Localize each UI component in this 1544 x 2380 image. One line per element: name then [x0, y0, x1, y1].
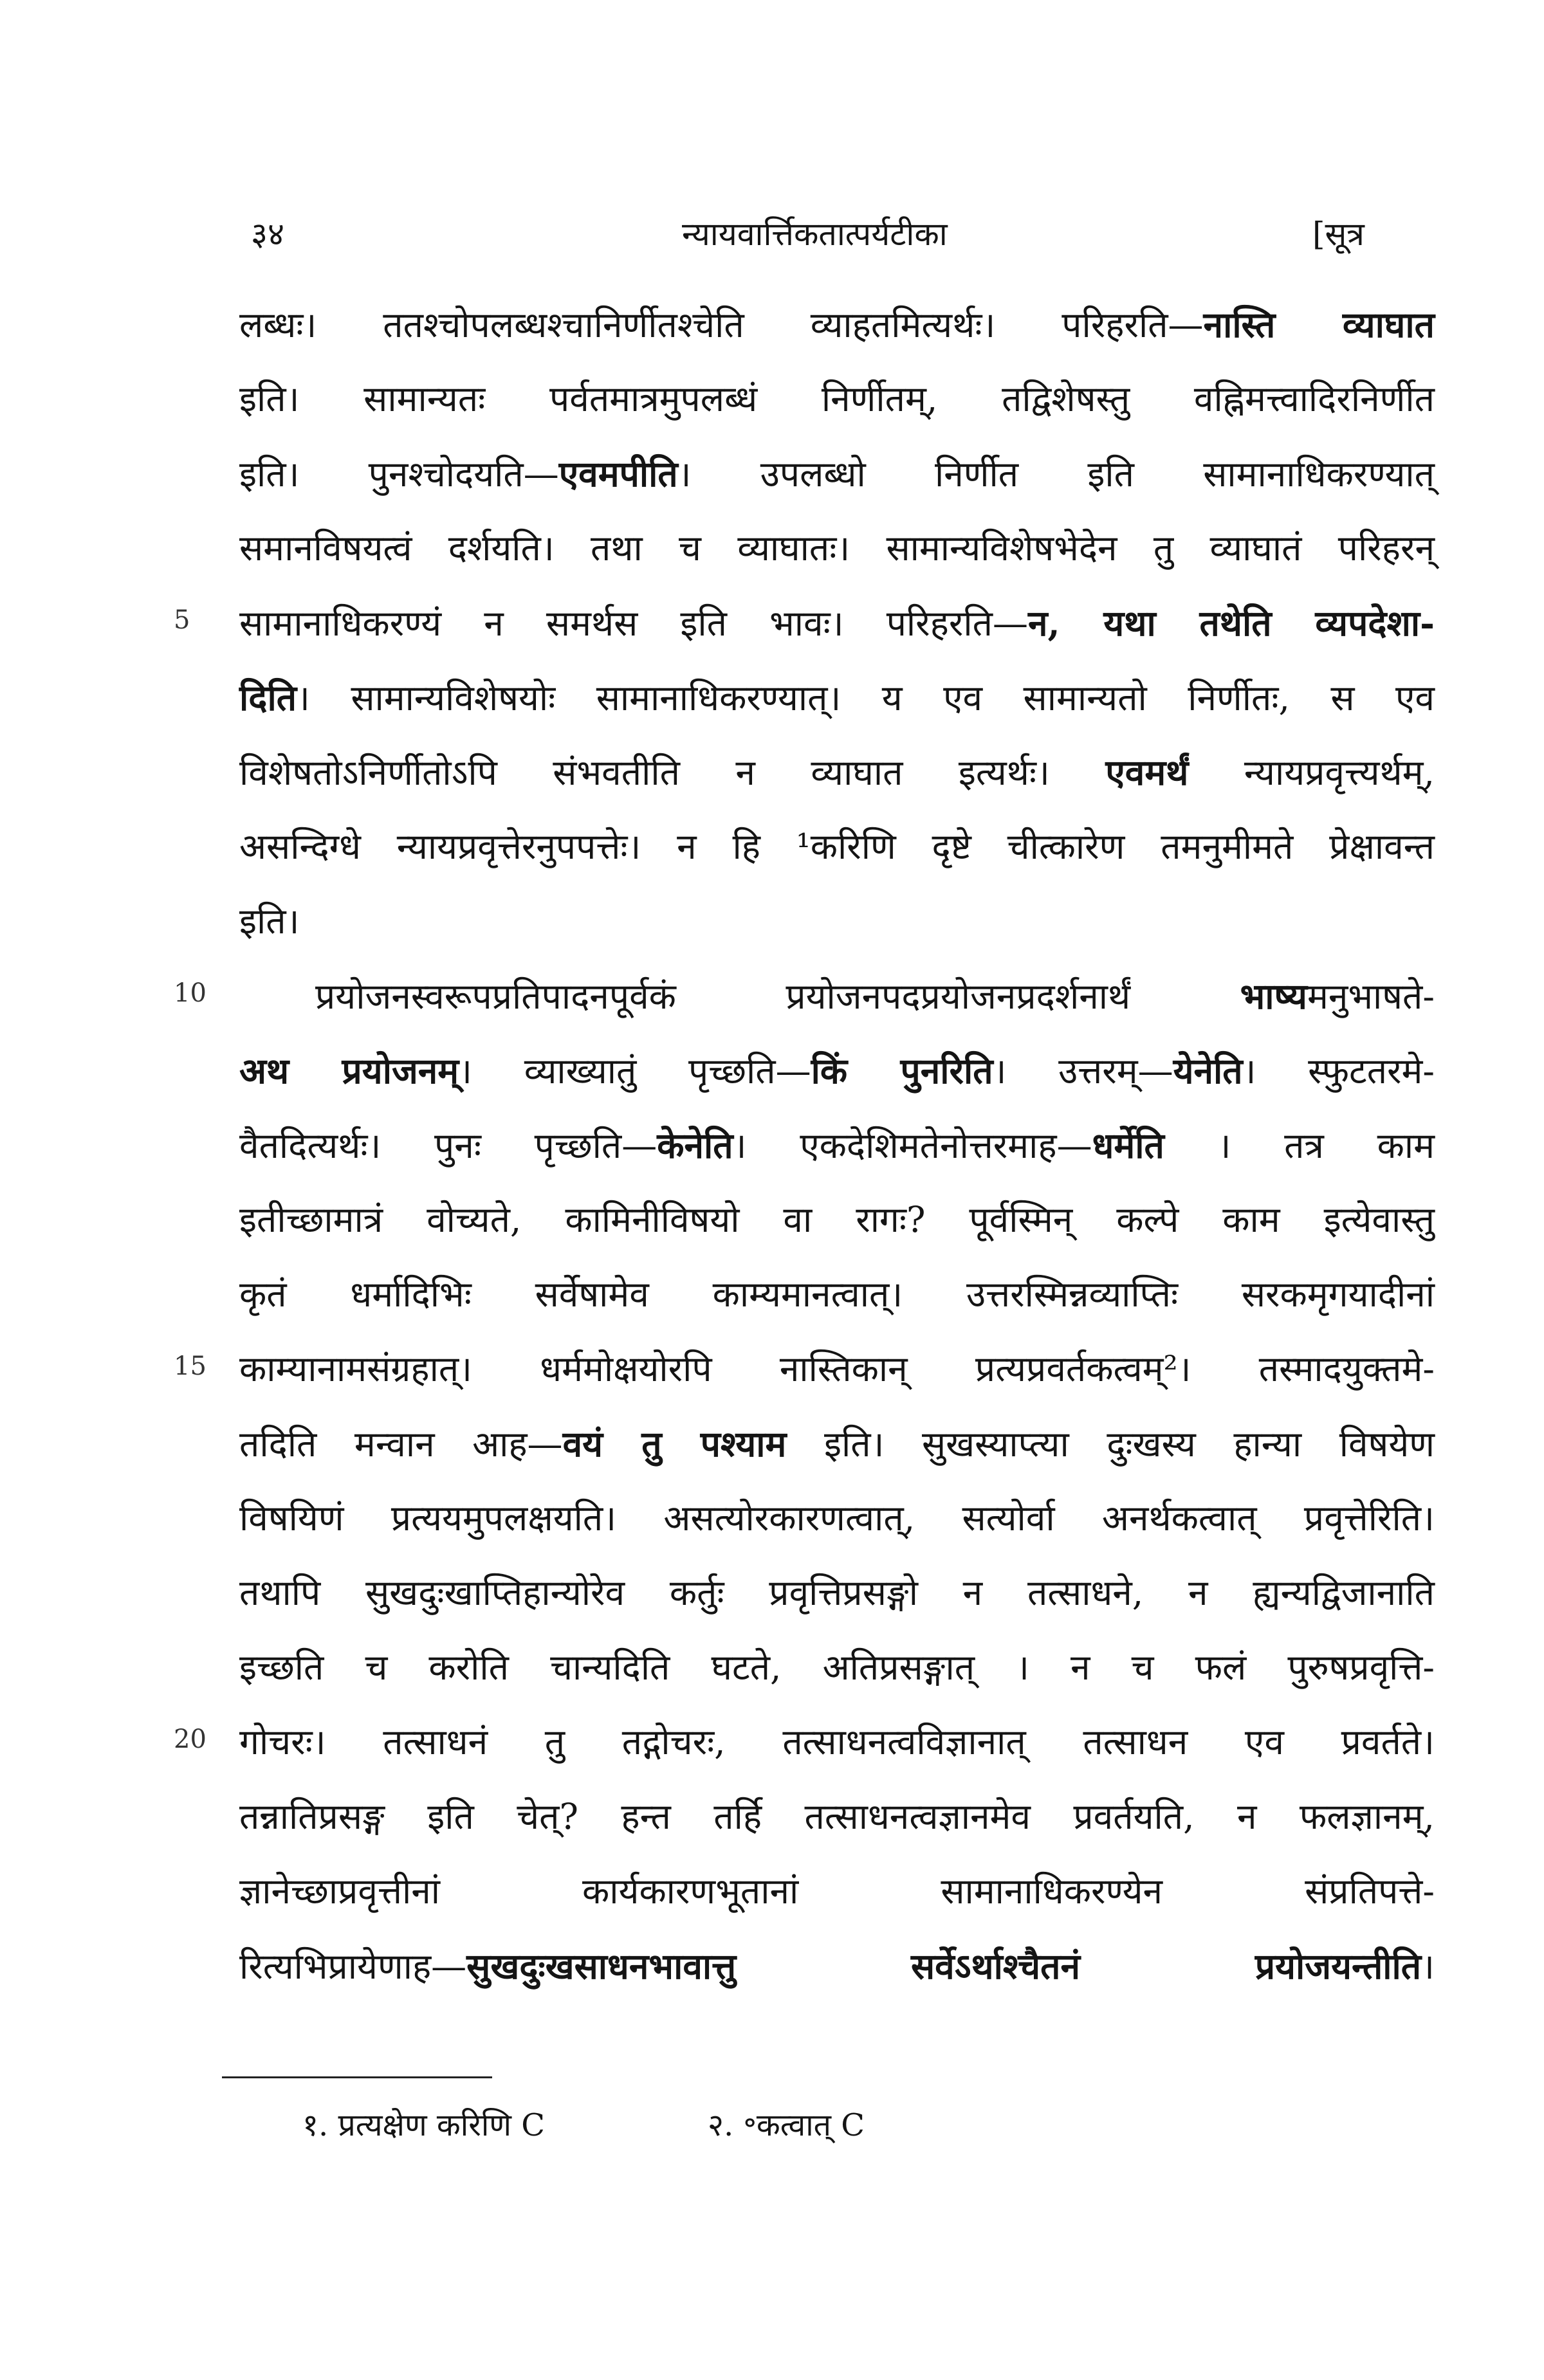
- text-run: । उपलब्धो निर्णीत इति सामानाधिकरण्यात्: [677, 453, 1435, 495]
- text-line: [0, 591, 1544, 666]
- running-header: [0, 205, 1544, 262]
- text-run: मनुभाषते-: [1307, 976, 1435, 1017]
- footnotes: [0, 2097, 1544, 2155]
- running-title: न्यायवार्त्तिकतात्पर्यटीका: [682, 215, 948, 253]
- text-run: इति।: [239, 901, 300, 942]
- text-run: इति। सुखस्याप्त्या दुःखस्य हान्या विषयेण: [786, 1423, 1435, 1465]
- bold-lemma: सुखदुःखसाधनभावात्तु सर्वेऽर्थाश्चैतनं प्रयोजयन्तीति: [466, 1945, 1422, 1987]
- line-text: [239, 749, 1435, 796]
- bold-lemma: न, यथा तथेति व्यपदेशा-: [1027, 602, 1435, 644]
- text-run: । स्फुटतरमे-: [1242, 1050, 1435, 1092]
- line-number: 5: [174, 605, 190, 635]
- text-line: [0, 1785, 1544, 1860]
- line-text: [239, 1496, 1435, 1542]
- text-run: लब्धः। ततश्चोपलब्धश्चानिर्णीतश्चेति व्याहतमित्यर्थः। परिहरति—: [239, 304, 1204, 345]
- text-run: ज्ञानेच्छाप्रवृत्तीनां कार्यकारणभूतानां सामानाधिकरण्येन संप्रतिपत्ते-: [239, 1871, 1435, 1912]
- line-text: [239, 1346, 1435, 1393]
- line-text: [239, 526, 1435, 572]
- bold-lemma: अथ प्रयोजनम्: [239, 1050, 459, 1092]
- text-run: इच्छति च करोति चान्यदिति घटते, अतिप्रसङ्गात् । न च फलं पुरुषप्रवृत्ति-: [239, 1647, 1435, 1688]
- line-text: [239, 302, 1435, 349]
- text-line: [0, 367, 1544, 442]
- text-line: [0, 1860, 1544, 1934]
- line-text: [239, 1421, 1435, 1468]
- text-line: [0, 517, 1544, 591]
- text-run: । उत्तरम्—: [993, 1050, 1173, 1092]
- text-run: । सामान्यविशेषयोः सामानाधिकरण्यात्। य एव सामान्यतो निर्णीतः, स एव: [297, 677, 1435, 719]
- bold-lemma: वयं तु पश्याम: [562, 1423, 787, 1465]
- line-text: [239, 1570, 1435, 1616]
- bold-lemma: केनेति: [657, 1124, 733, 1166]
- page-number: ३४: [251, 215, 284, 253]
- bold-lemma: किं पुनरिति: [811, 1050, 993, 1092]
- text-run: इतीच्छामात्रं वोच्यते, कामिनीविषयो वा रागः? पूर्वस्मिन् कल्पे काम इत्येवास्तु: [239, 1199, 1435, 1240]
- section-label: [सूत्र: [1312, 215, 1365, 253]
- text-line: [0, 815, 1544, 890]
- text-run: इति। सामान्यतः पर्वतमात्रमुपलब्धं निर्णीतम्, तद्विशेषस्तु वह्निमत्त्वादिरनिर्णीत: [239, 378, 1435, 419]
- line-text: [239, 1048, 1435, 1095]
- line-text: [239, 1869, 1435, 1915]
- text-run: कृतं धर्मादिभिः सर्वेषामेव काम्यमानत्वात्। उत्तरस्मिन्नव्याप्तिः सरकमृगयादीनां: [239, 1274, 1435, 1315]
- text-line: [0, 1113, 1544, 1188]
- line-text: [239, 1645, 1435, 1691]
- text-line: [0, 666, 1544, 740]
- line-number: 15: [174, 1351, 207, 1381]
- text-line: [0, 1263, 1544, 1337]
- line-number: 10: [174, 978, 207, 1008]
- text-run: सामानाधिकरण्यं न समर्थस इति भावः। परिहरति—: [239, 603, 1028, 644]
- bold-lemma: धर्मेति: [1092, 1124, 1164, 1166]
- line-text: [239, 675, 1435, 722]
- text-run: तदिति मन्वान आह—: [239, 1423, 563, 1465]
- line-text: [315, 973, 1435, 1020]
- text-line: [0, 740, 1544, 815]
- text-run: । एकदेशिमतेनोत्तरमाह—: [733, 1125, 1092, 1166]
- footnote-2: २. ॰कत्वात् C: [708, 2107, 865, 2143]
- footnote-1: १. प्रत्यक्षेण करिणि C: [302, 2107, 545, 2143]
- text-line: [0, 1412, 1544, 1487]
- line-text: [239, 1794, 1435, 1840]
- text-run: इति। पुनश्चोदयति—: [239, 453, 559, 495]
- line-text: [239, 1719, 1435, 1766]
- text-run: काम्यानामसंग्रहात्। धर्ममोक्षयोरपि नास्तिकान् प्रत्यप्रवर्तकत्वम्²। तस्मादयुक्तमे-: [239, 1348, 1435, 1389]
- bold-lemma: भाष्य: [1240, 975, 1307, 1017]
- line-text: [239, 376, 1435, 423]
- text-line: [0, 1636, 1544, 1710]
- text-line: [0, 1039, 1544, 1113]
- text-run: गोचरः। तत्साधनं तु तद्गोचरः, तत्साधनत्वविज्ञानात् तत्साधन एव प्रवर्तते।: [239, 1721, 1435, 1762]
- text-run: तन्नातिप्रसङ्ग इति चेत्? हन्त तर्हि तत्साधनत्वज्ञानमेव प्रवर्तयति, न फलज्ञानम्,: [239, 1796, 1435, 1837]
- text-line: [0, 442, 1544, 517]
- footnote-rule: [222, 2076, 492, 2078]
- text-line: [0, 1710, 1544, 1785]
- line-text: [239, 600, 1435, 647]
- text-run: । व्याख्यातुं पृच्छति—: [459, 1050, 811, 1092]
- line-number: 20: [174, 1725, 207, 1754]
- line-text: [239, 1122, 1435, 1169]
- text-run: विषयिणं प्रत्ययमुपलक्षयति। असत्योरकारणत्वात्, सत्योर्वा अनर्थकत्वात् प्रवृत्तेरिति।: [239, 1497, 1435, 1539]
- line-text: [239, 899, 1435, 945]
- text-line: [0, 1337, 1544, 1412]
- bold-lemma: एवमपीति: [558, 453, 678, 495]
- text-line: [0, 1487, 1544, 1561]
- text-run: रित्यभिप्रायेणाह—: [239, 1946, 467, 1987]
- bold-lemma: येनेति: [1173, 1050, 1243, 1092]
- bold-lemma: नास्ति व्याघात: [1203, 304, 1435, 345]
- text-run: असन्दिग्धे न्यायप्रवृत्तेरनुपपत्तेः। न हि ¹करिणि दृष्टे चीत्कारेण तमनुमीमते प्रेक्षावन्त: [239, 826, 1435, 867]
- text-run: ।: [1421, 1946, 1435, 1987]
- line-text: [239, 451, 1435, 498]
- bold-lemma: एवमर्थं: [1105, 751, 1189, 793]
- text-line: [0, 890, 1544, 964]
- line-text: [239, 1197, 1435, 1243]
- text-run: न्यायप्रवृत्त्यर्थम्,: [1188, 752, 1435, 793]
- text-run: समानविषयत्वं दर्शयति। तथा च व्याघातः। सामान्यविशेषभेदेन तु व्याघातं परिहरन्: [239, 527, 1435, 569]
- text-run: तथापि सुखदुःखाप्तिहान्योरेव कर्तुः प्रवृत्तिप्रसङ्गो न तत्साधने, न ह्यन्यद्विजानाति: [239, 1572, 1435, 1613]
- text-run: प्रयोजनस्वरूपप्रतिपादनपूर्वकं प्रयोजनपदप्रयोजनप्रदर्शनार्थं: [315, 976, 1240, 1017]
- text-run: । तत्र काम: [1164, 1125, 1435, 1166]
- text-line: [0, 1561, 1544, 1636]
- text-line: [0, 1934, 1544, 2009]
- text-line: [0, 964, 1544, 1039]
- line-text: [239, 824, 1435, 870]
- line-text: [239, 1943, 1435, 1990]
- text-line: [0, 1188, 1544, 1263]
- text-line: [0, 293, 1544, 367]
- text-run: वैतदित्यर्थः। पुनः पृच्छति—: [239, 1125, 657, 1166]
- text-run: विशेषतोऽनिर्णीतोऽपि संभवतीति न व्याघात इत्यर्थः।: [239, 752, 1106, 793]
- line-text: [239, 1272, 1435, 1318]
- bold-lemma: दिति: [239, 677, 297, 719]
